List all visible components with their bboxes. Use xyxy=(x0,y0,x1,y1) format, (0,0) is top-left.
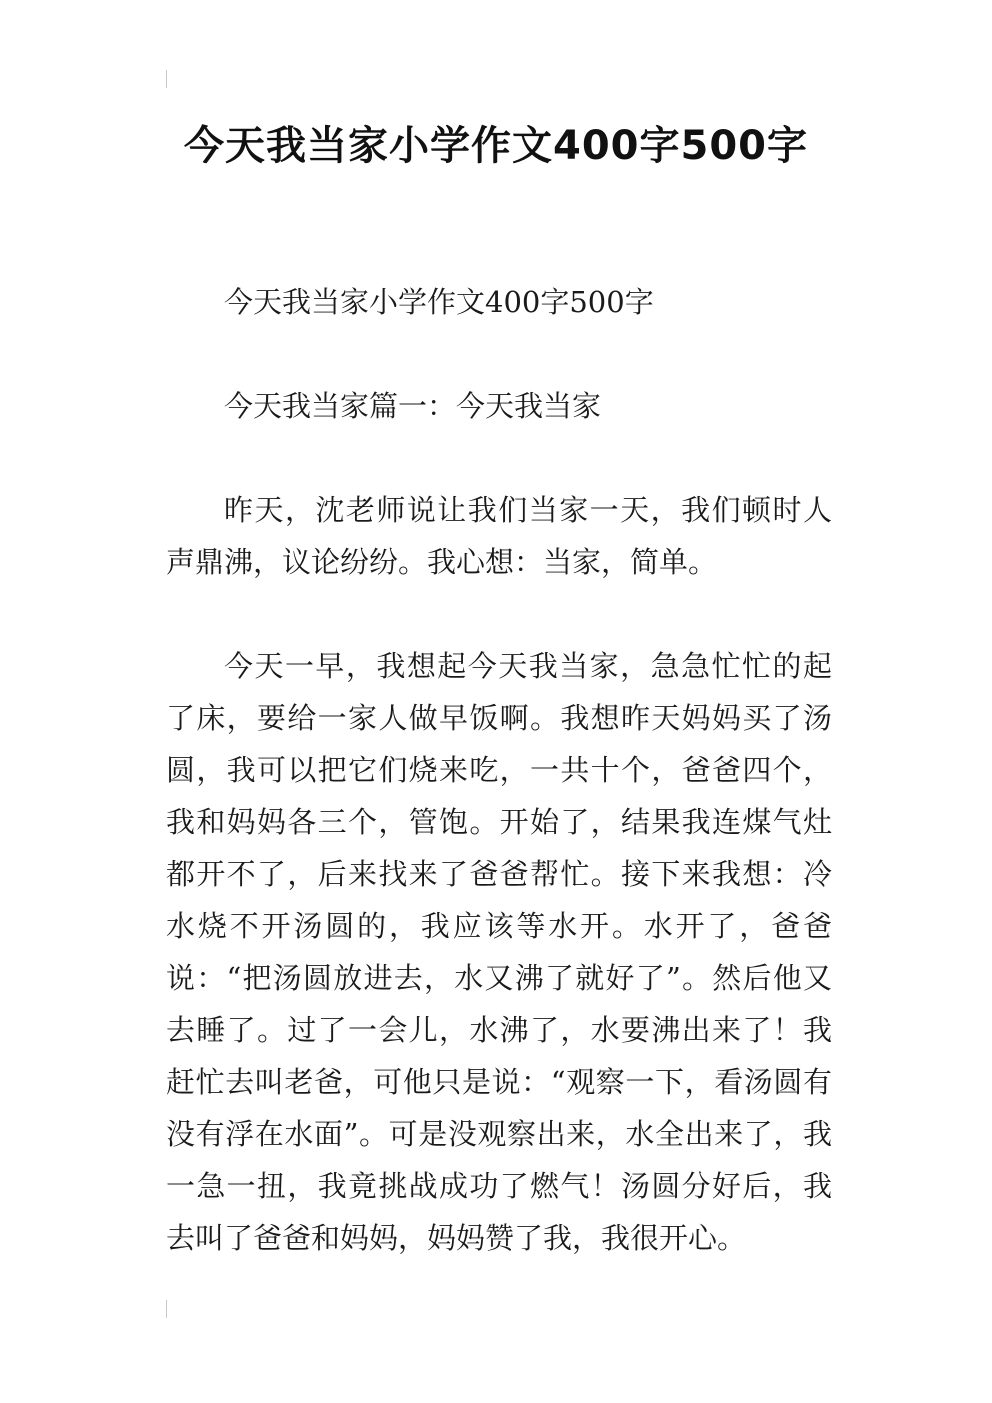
crop-mark-bottom xyxy=(166,1300,167,1318)
document-body xyxy=(166,276,832,1264)
document-subtitle: 今天我当家小学作文400字500字 xyxy=(224,285,654,319)
paragraph-1: 昨天，沈老师说让我们当家一天，我们顿时人声鼎沸，议论纷纷。我心想：当家，简单。 xyxy=(166,493,832,579)
section-heading: 今天我当家篇一：今天我当家 xyxy=(224,389,602,423)
crop-mark-top xyxy=(166,70,167,88)
paragraph-2: 今天一早，我想起今天我当家，急急忙忙的起了床，要给一家人做早饭啊。我想昨天妈妈买了汤圆，我可以把它们烧来吃，一共十个，爸爸四个，我和妈妈各三个，管饱。开始了，结果我连煤气灶都开不了，后来找来了爸爸帮忙。接下来我想：冷水烧不开汤圆的，我应该等水开。水开了，爸爸说：“把汤圆放进去，水又沸了就好了”。然后他又去睡了。过了一会儿，水沸了，水要沸出来了！我赶忙去叫老爸，可他只是说：“观察一下，看汤圆有没有浮在水面”。可是没观察出来，水全出来了，我一急一扭，我竟挑战成功了燃气！汤圆分好后，我去叫了爸爸和妈妈，妈妈赞了我，我很开心。 xyxy=(166,649,832,1255)
document-title: 今天我当家小学作文400字500字 xyxy=(184,123,808,169)
